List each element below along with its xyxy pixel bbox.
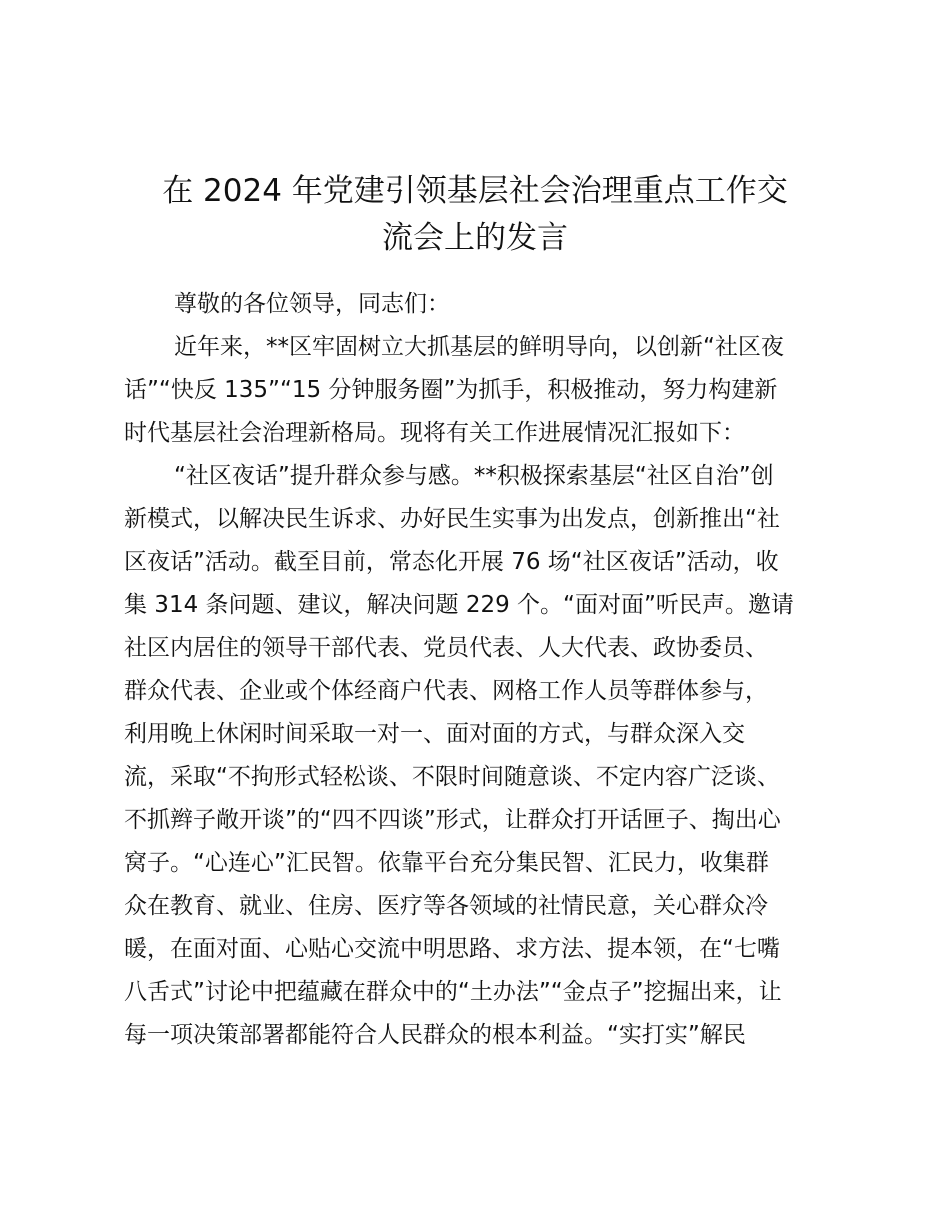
paragraph-line: 话”“快反 135”“15 分钟服务圈”为抓手，积极推动，努力构建新 (124, 377, 778, 403)
paragraph-line: 八舌式”讨论中把蕴藏在群众中的“土办法”“金点子”挖掘出来，让 (124, 979, 782, 1005)
paragraph-line: 时代基层社会治理新格局。现将有关工作进展情况汇报如下： (124, 420, 745, 446)
title-line: 在 2024 年党建引领基层社会治理重点工作交 (162, 173, 788, 209)
document-title (120, 168, 830, 262)
paragraph-line: 每一项决策部署都能符合人民群众的根本利益。“实打实”解民 (124, 1022, 746, 1048)
paragraph-line: 近年来，**区牢固树立大抓基层的鲜明导向，以创新“社区夜 (174, 334, 784, 360)
paragraph-line: 众在教育、就业、住房、医疗等各领域的社情民意，关心群众冷 (124, 893, 768, 919)
paragraph-line: 社区内居住的领导干部代表、党员代表、人大代表、政协委员、 (124, 635, 768, 661)
paragraph-line: 窝子。“心连心”汇民智。依靠平台充分集民智、汇民力，收集群 (124, 850, 769, 876)
paragraph-line: 流，采取“不拘形式轻松谈、不限时间随意谈、不定内容广泛谈、 (124, 764, 780, 790)
paragraph-line: 集 314 条问题、建议，解决问题 229 个。“面对面”听民声。邀请 (124, 592, 794, 618)
document-body (124, 283, 834, 1057)
paragraph-line: 利用晚上休闲时间采取一对一、面对面的方式，与群众深入交 (124, 721, 745, 747)
paragraph-line: “社区夜话”提升群众参与感。**积极探索基层“社区自治”创 (174, 463, 774, 489)
paragraph-line: 暖，在面对面、心贴心交流中明思路、求方法、提本领，在“七嘴 (124, 936, 780, 962)
paragraph-line: 区夜话”活动。截至目前，常态化开展 76 场“社区夜话”活动，收 (124, 549, 779, 575)
title-line: 流会上的发言 (382, 220, 568, 256)
salutation: 尊敬的各位领导，同志们： (174, 291, 450, 317)
paragraph-line: 新模式，以解决民生诉求、办好民生实事为出发点，创新推出“社 (124, 506, 780, 532)
paragraph-line: 不抓辫子敞开谈”的“四不四谈”形式，让群众打开话匣子、掏出心 (124, 807, 781, 833)
paragraph-line: 群众代表、企业或个体经商户代表、网格工作人员等群体参与， (124, 678, 768, 704)
